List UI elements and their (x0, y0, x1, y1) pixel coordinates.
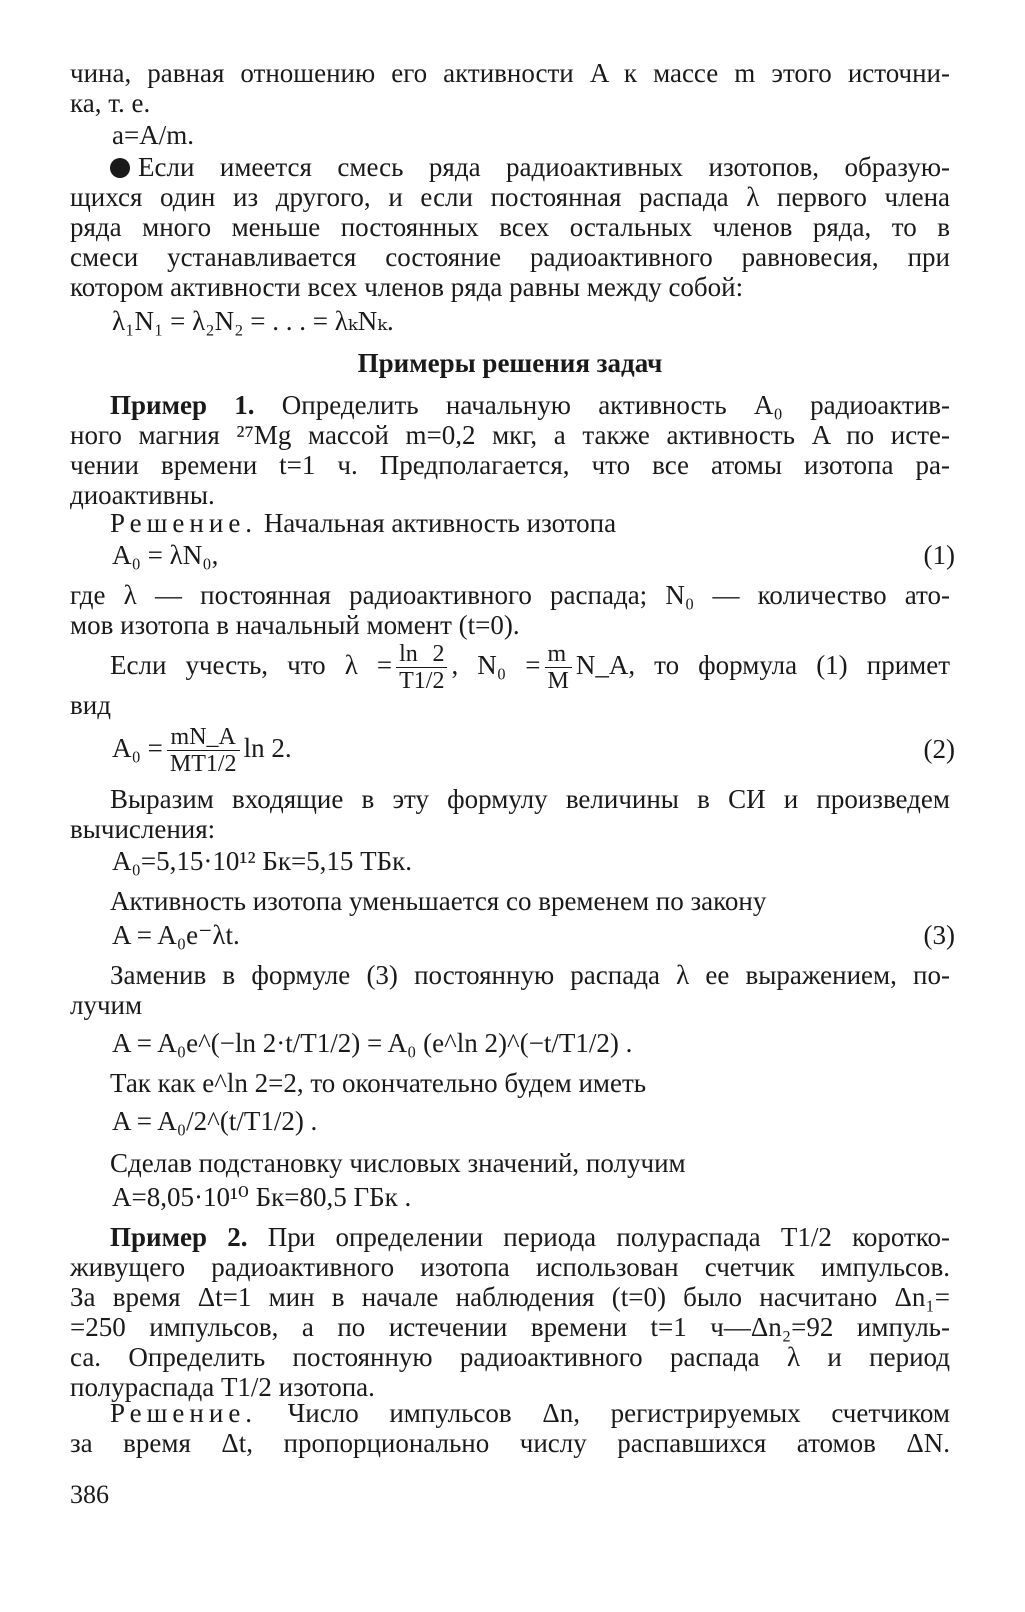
formula-value: A=8,05·10¹⁰ Бк=80,5 ГБк . (112, 1182, 412, 1212)
text-line: Выразим входящие в эту формулу величины в СИ и произведем (110, 784, 950, 814)
equation-number: (1) (923, 540, 955, 570)
solution-line: Решение. Начальная активность изотопа (110, 508, 617, 538)
text-line: чении времени t=1 ч. Предполагается, что все атомы изотопа ра- (70, 450, 950, 480)
text-line-bullet: Если имеется смесь ряда радиоактивных изотопов, образую- (110, 152, 950, 182)
formula-1: A₀ = λN₀, (112, 540, 219, 570)
text-line: вычисления: (70, 814, 216, 844)
formula-long: A = A₀e^(−ln 2·t/T1/2) = A₀ (e^ln 2)^(−t/T1/2) . (112, 1028, 633, 1058)
page-number: 386 (70, 1480, 109, 1509)
equation-number: (2) (923, 734, 955, 764)
text-line: мов изотопа в начальный момент (t=0). (70, 610, 520, 640)
text-line: котором активности всех членов ряда равны между собой: (70, 272, 744, 302)
text-line: Заменив в формуле (3) постоянную распада λ ее выражением, по- (110, 960, 950, 990)
formula-value: A₀=5,15·10¹² Бк=5,15 ТБк. (112, 846, 413, 876)
text-line: =250 импульсов, а по истечении времени t=1 ч—Δn₂=92 импуль- (70, 1312, 950, 1342)
text-line: лучим (70, 990, 143, 1020)
text-line: За время Δt=1 мин в начале наблюдения (t=0) было насчитано Δn₁= (70, 1282, 950, 1312)
text-line: диоактивны. (70, 480, 215, 510)
formula-2: A₀ = $\frac{mN\_A}{MT1/2}$ ln 2. (112, 724, 292, 778)
text-line: щихся один из другого, и если постоянная распада λ первого члена (70, 182, 950, 212)
text-line: вид (70, 690, 111, 720)
text-line: Сделав подстановку числовых значений, получим (110, 1148, 686, 1178)
fraction: $\frac{mN\_A}{MT1/2}$ (167, 724, 240, 777)
formula-specific-activity: a=A/m. (112, 120, 194, 150)
fraction: $\frac{\ln 2}{T1/2}$ (396, 641, 447, 694)
equation-number: (3) (923, 920, 955, 950)
solution-line: Решение. Число импульсов Δn, регистрируемых счетчиком (110, 1398, 951, 1428)
formula-final: A = A₀/2^(t/T1/2) . (112, 1106, 318, 1136)
text-line: ного магния ²⁷Mg массой m=0,2 мкг, а также активность A по исте- (70, 420, 950, 450)
text-line: за время Δt, пропорционально числу распавшихся атомов ΔN. (70, 1428, 950, 1458)
text-line: Активность изотопа уменьшается со временем по закону (110, 886, 767, 916)
text-line: ка, т. е. (70, 88, 151, 118)
example-line: Пример 1. Определить начальную активность A₀ радиоактив- (110, 390, 951, 420)
bullet-icon (110, 158, 130, 178)
text-line: ряда много меньше постоянных всех остальных членов ряда, то в (70, 212, 950, 242)
text-line: где λ — постоянная радиоактивного распада; N₀ — количество ато- (70, 580, 950, 610)
text-line: Так как e^ln 2=2, то окончательно будем иметь (110, 1068, 647, 1098)
text-line-fractions: Если учесть, что λ = $\frac{\ln 2}{T1/2}$ , N₀ = $\frac{m}{M}$ N_A, то формула (1) примет (110, 641, 951, 695)
text-line: полураспада T1/2 изотопа. (70, 1372, 375, 1402)
formula-equilibrium: λ₁N₁ = λ₂N₂ = . . . = λₖNₖ. (112, 306, 394, 336)
example-line: Пример 2. При определении периода полураспада T1/2 коротко- (110, 1222, 951, 1252)
formula-3: A = A₀e⁻λt. (112, 920, 240, 950)
fraction: $\frac{m}{M}$ (545, 641, 572, 694)
text-line: смеси устанавливается состояние радиоактивного равновесия, при (70, 242, 950, 272)
text-line: са. Определить постоянную радиоактивного распада λ и период (70, 1342, 950, 1372)
section-heading: Примеры решения задач (357, 348, 663, 378)
text-line: живущего радиоактивного изотопа использован счетчик импульсов. (70, 1252, 950, 1282)
text-line: чина, равная отношению его активности A к массе m этого источни- (70, 58, 950, 88)
